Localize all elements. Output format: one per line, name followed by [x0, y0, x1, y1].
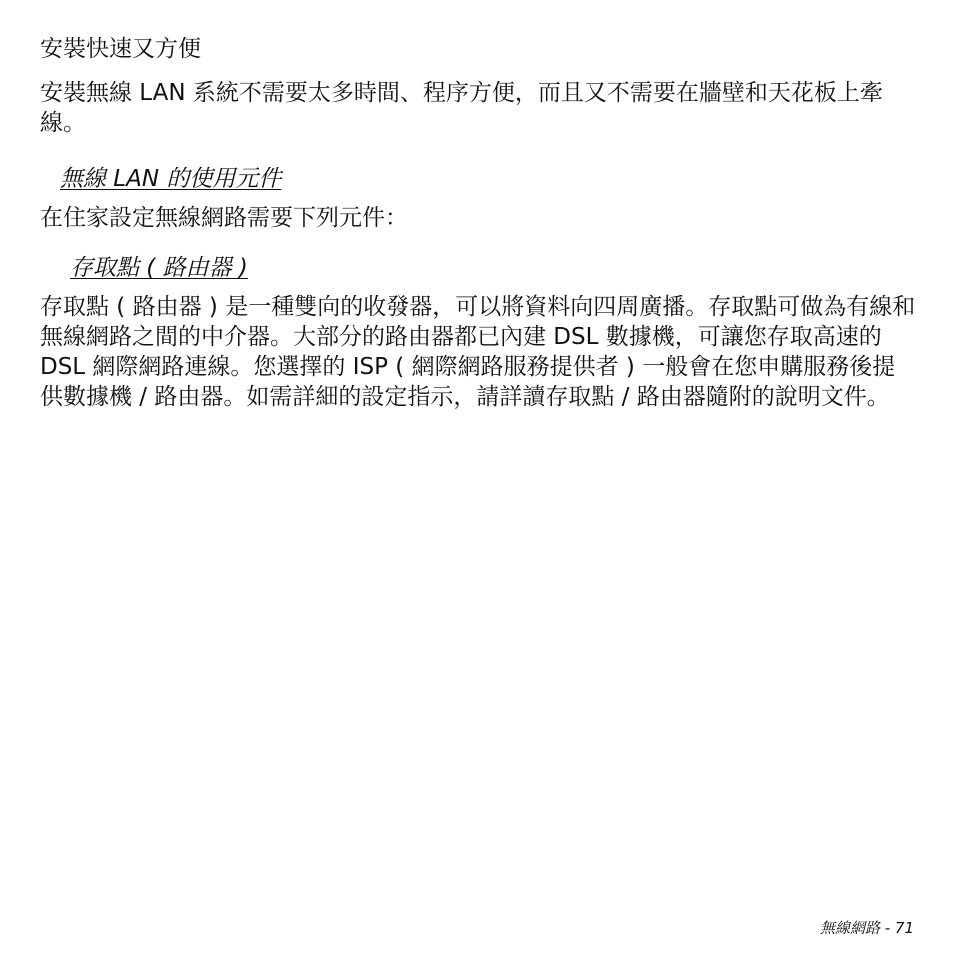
components-paragraph: 在住家設定無線網路需要下列元件： [40, 205, 408, 231]
access-point-subheading: 存取點 ( 路由器 ) [70, 255, 248, 281]
components-subheading: 無線 LAN 的使用元件 [60, 166, 282, 192]
section-heading: 安裝快速又方便 [40, 36, 201, 62]
footer-separator: - [879, 919, 895, 937]
access-point-paragraph: 存取點 ( 路由器 ) 是一種雙向的收發器，可以將資料向四周廣播。存取點可做為有線和無線網路之間的中介器。大部分的路由器都已內建 DSL 數據機，可讓您存取高速的 DSL 網際網路連線。您選擇的 ISP ( 網際網路服務提供者 ) 一般會在您申購服務後提供數據機 / 路由器。如需詳細的設定指示，請詳讀存取點 / 路由器隨附的說明文件。 [40, 294, 916, 410]
intro-paragraph: 安裝無線 LAN 系統不需要太多時間、程序方便，而且又不需要在牆壁和天花板上牽線。 [40, 80, 883, 136]
page-number: 71 [894, 919, 914, 937]
footer-section-name: 無線網路 [819, 919, 880, 937]
page-footer [820, 918, 914, 938]
